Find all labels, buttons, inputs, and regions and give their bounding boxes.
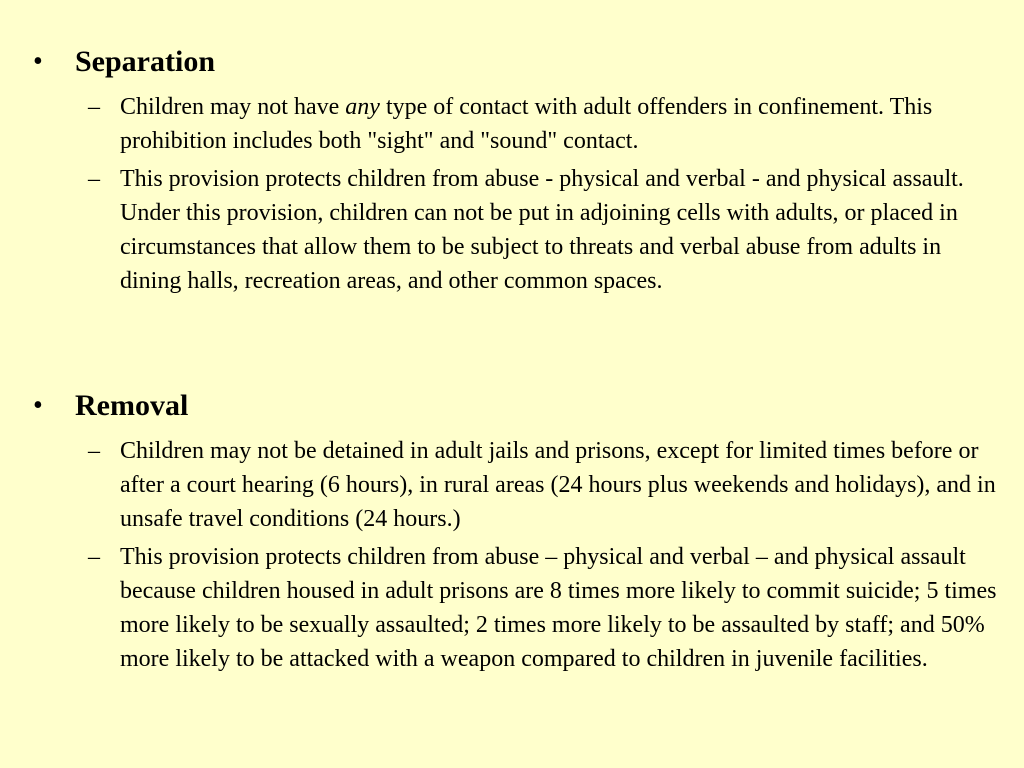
dash-bullet: – [88,166,100,192]
sub-item-text [120,90,1000,158]
heading-removal: Removal [75,389,189,422]
sub-item [0,90,1024,158]
sub-item [0,434,1024,536]
dash-bullet: – [88,544,100,570]
emphasis-any: any [345,94,380,120]
sub-item-text-before: Children may not have [120,94,346,120]
dash-bullet: – [88,438,100,464]
sub-list-removal [0,434,1024,676]
sub-item [0,162,1024,298]
sub-item-text: Children may not be detained in adult jails and prisons, except for limited times before or after a court hearing (6 hours), in rural areas (24 hours plus weekends and holidays), and in unsafe travel conditions (24 hours.) [120,438,996,532]
dash-bullet: – [88,94,100,120]
bullet-row-removal [0,386,1024,426]
bullet-row-separation [0,42,1024,82]
sub-list-separation [0,90,1024,298]
sub-item-text: This provision protects children from abuse – physical and verbal – and physical assault because children housed in adult prisons are 8 times more likely to commit suicide; 5 times more likely to be sexually assaulted; 2 times more likely to be assaulted by staff; and 50% more likely to be attacked with a weapon compared to children in juvenile facilities. [120,544,997,672]
section-separation [0,42,1024,302]
bullet-dot: • [33,46,43,77]
bullet-dot: • [33,390,43,421]
sub-item [0,540,1024,676]
sub-item-text-after: type of contact with adult offenders in confinement. This prohibition includes both "sight" and "sound" contact. [120,94,933,154]
sub-item-text: This provision protects children from abuse - physical and verbal - and physical assault. Under this provision, children can not be put in adjoining cells with adults, or placed in circumstances that allow them to be subject to threats and verbal abuse from adults in dining halls, recreation areas, and other common spaces. [120,166,964,294]
heading-separation: Separation [75,45,216,78]
section-removal [0,386,1024,680]
